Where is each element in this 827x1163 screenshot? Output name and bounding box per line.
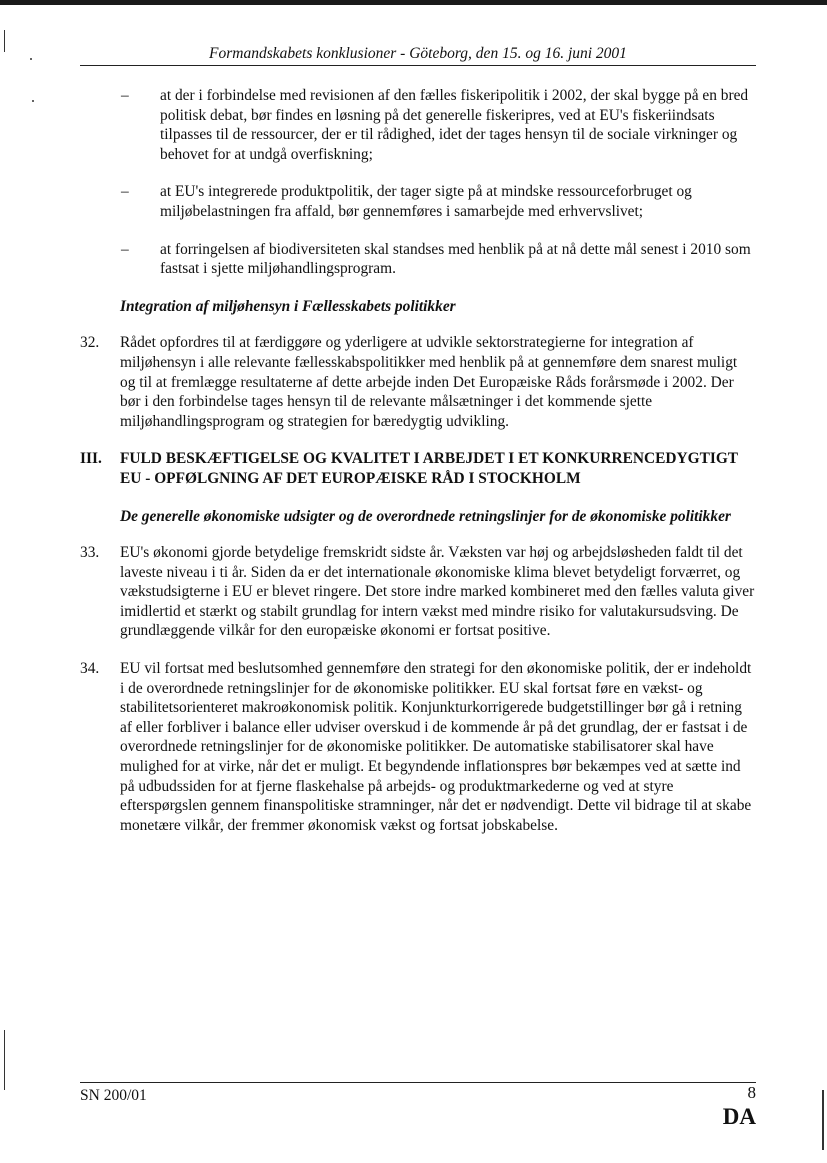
list-item xyxy=(80,86,756,164)
page-number: 8 xyxy=(747,1083,756,1102)
paragraph-number: 33. xyxy=(80,544,100,562)
paragraph-text: EU's økonomi gjorde betydelige fremskridt sidste år. Væksten var høj og arbejdsløsheden faldt til det laveste niveau i ti år. Siden da er det internationale økonomiske klima blevet betydeligt forværret, og vækstudsigterne i EU er blevet ringere. Det store indre marked kombineret med den fælles valuta giver imidlertid et stærkt og stabilt grundlag for intern vækst med mindre risiko for valutakursudsving. De grundlæggende vilkår for den europæiske økonomi er fortsat positive. xyxy=(120,544,755,640)
section-number: III. xyxy=(80,450,102,468)
scan-margin-mark xyxy=(822,1090,824,1150)
paragraph-32 xyxy=(80,333,756,431)
scan-margin-mark xyxy=(4,1030,5,1090)
scan-speck xyxy=(30,58,32,60)
scan-speck xyxy=(32,100,34,102)
footer-rule xyxy=(80,1082,756,1083)
paragraph-number: 34. xyxy=(80,660,100,678)
list-item-text: at der i forbindelse med revisionen af den fælles fiskeripolitik i 2002, der skal bygge på en bred politisk debat, bør findes en løsning på det generelle fiskeripres, ved at EU's fiskeriindsats tilpasses til de ressourcer, der er til rådighed, idet der tages hensyn til de sociale virkninger og behovet for at undgå overfiskning; xyxy=(160,87,749,163)
paragraph-text: Rådet opfordres til at færdiggøre og yderligere at udvikle sektorstrategierne for integration af miljøhensyn i alle relevante fællesskabspolitikker med henblik på at gennemføre dem snarest muligt og til at fremlægge resultaterne af dette arbejde inden Det Europæiske Råds forårsmøde i 2002. Der bør i den forbindelse tages hensyn til de relevante målsætninger i det kommende sjette miljøhandlingsprogram og strategien for bæredygtig udvikling. xyxy=(120,334,738,430)
list-item xyxy=(80,240,756,279)
paragraph-33 xyxy=(80,543,756,641)
dash-marker: – xyxy=(121,87,129,104)
list-item-text: at forringelsen af biodiversiteten skal standses med henblik på at nå dette mål senest i 2010 som fastsat i sjette miljøhandlingsprogram. xyxy=(160,240,751,278)
section-heading-iii xyxy=(80,449,756,488)
paragraph-number: 32. xyxy=(80,334,100,352)
subheading-economy: De generelle økonomiske udsigter og de overordnede retningslinjer for de økonomiske politikker xyxy=(120,507,731,525)
paragraph-34 xyxy=(80,659,756,835)
running-header: Formandskabets konklusioner - Göteborg, den 15. og 16. juni 2001 xyxy=(80,45,756,66)
section-title: FULD BESKÆFTIGELSE OG KVALITET I ARBEJDET I ET KONKURRENCEDYGTIGT EU - OPFØLGNING AF DET EUROPÆISKE RÅD I STOCKHOLM xyxy=(120,450,738,487)
dash-marker: – xyxy=(121,240,129,258)
document-code: SN 200/01 xyxy=(80,1087,147,1104)
subheading-integration: Integration af miljøhensyn i Fællesskabets politikker xyxy=(120,297,456,315)
scan-margin-mark xyxy=(4,30,5,52)
document-body xyxy=(80,86,756,853)
list-item-text: at EU's integrerede produktpolitik, der tager sigte på at mindske ressourceforbruget og miljøbelastningen fra affald, bør gennemføres i samarbejde med erhvervslivet; xyxy=(160,183,692,220)
list-item xyxy=(80,182,756,221)
scan-top-edge xyxy=(0,0,827,5)
language-code: DA xyxy=(722,1104,756,1129)
paragraph-text: EU vil fortsat med beslutsomhed gennemføre den strategi for den økonomiske politik, der er indeholdt i de overordnede retningslinjer for de økonomiske politikker. EU skal fortsat føre en vækst- og stabilitetsorienteret makroøkonomisk politik. Konjunkturkorrigerede budgetstillinger bør gå i retning af eller forbliver i balance eller udviser overskud i de kommende år på det grundlag, der er fastsat i de overordnede retningslinjer for de økonomiske politikker. De automatiske stabilisatorer skal have mulighed for at virke, når det er muligt. Et begyndende inflationspres bør bekæmpes ved at sætte ind på udbudssiden for at fjerne flaskehalse på arbejds- og produktmarkederne og ved at styre efterspørgslen gennem finanspolitiske stramninger, når det er nødvendigt. Dette vil bidrage til at skabe monetære vilkår, der fremmer økonomisk vækst og fortsat jobskabelse. xyxy=(120,660,752,834)
dash-marker: – xyxy=(121,183,129,201)
